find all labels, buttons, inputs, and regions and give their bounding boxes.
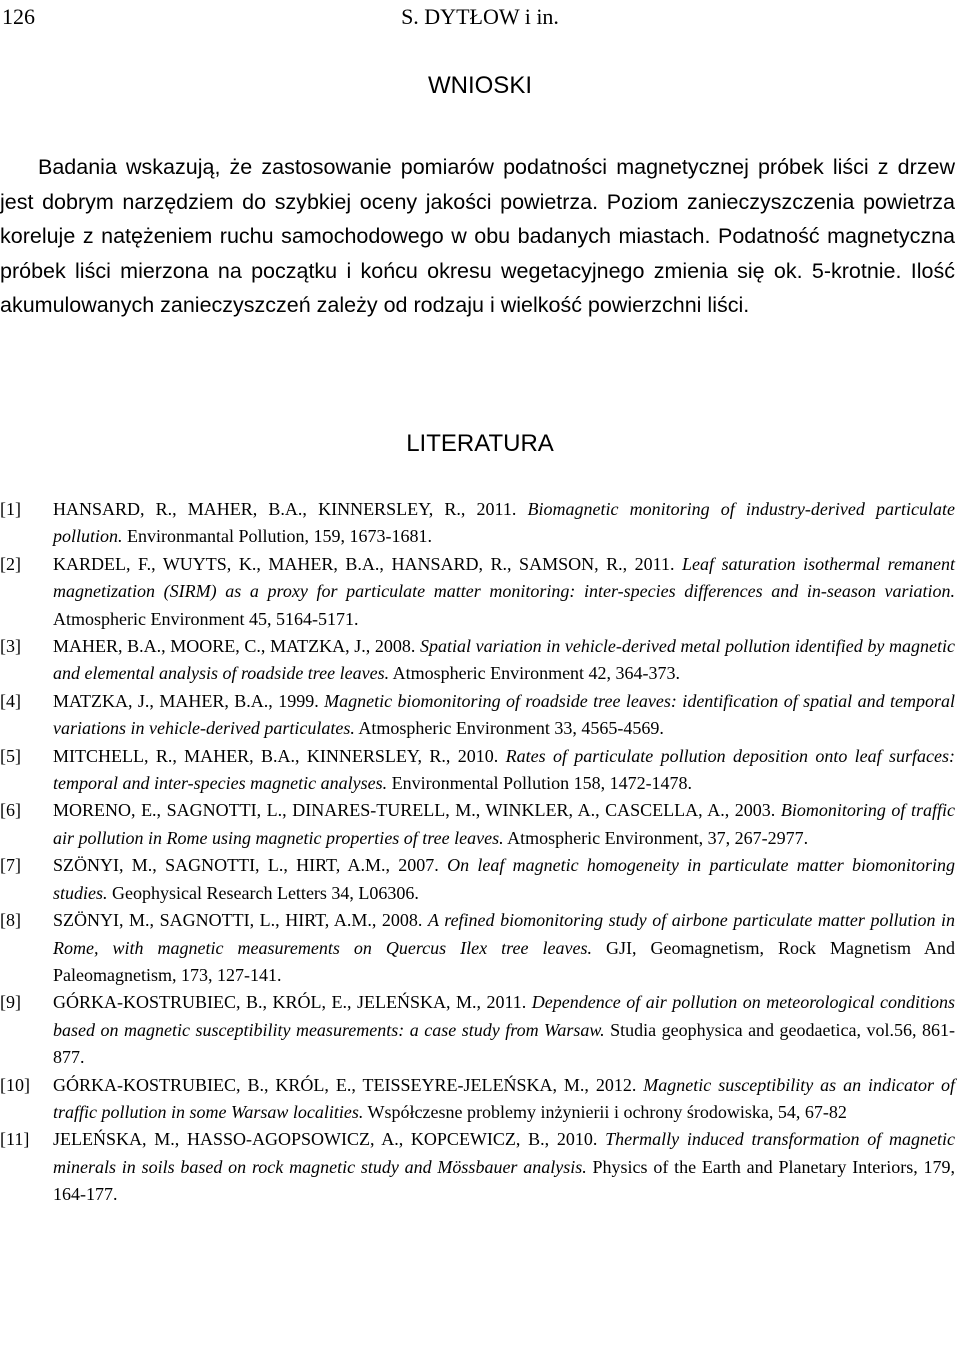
reference-number: [11]	[0, 1129, 30, 1150]
reference-item	[0, 496, 955, 551]
reference-source: Studia geophysica and geodaetica, vol.56, 861-877.	[53, 1019, 955, 1068]
reference-authors: MATZKA, J., MAHER, B.A., 1999.	[53, 690, 325, 711]
reference-authors: KARDEL, F., WUYTS, K., MAHER, B.A., HANSARD, R., SAMSON, R., 2011.	[53, 553, 683, 574]
reference-authors: GÓRKA-KOSTRUBIEC, B., KRÓL, E., TEISSEYRE-JELEŃSKA, M., 2012.	[53, 1074, 644, 1095]
reference-source: Atmospheric Environment, 37, 267-2977.	[503, 827, 809, 848]
reference-number: [6]	[0, 800, 21, 821]
reference-source: Atmospheric Environment 45, 5164-5171.	[53, 608, 359, 629]
reference-authors: SZÖNYI, M., SAGNOTTI, L., HIRT, A.M., 2007.	[53, 855, 448, 876]
reference-number: [8]	[0, 910, 21, 931]
reference-number: [10]	[0, 1074, 30, 1095]
reference-title: Dependence of air pollution on meteorological conditions based on magnetic susceptibility measurements: a case study from Warsaw.	[53, 992, 956, 1040]
reference-list	[0, 496, 955, 1209]
reference-source: Atmospheric Environment 33, 4565-4569.	[354, 718, 664, 739]
reference-number: [9]	[0, 992, 21, 1013]
reference-title: Rates of particulate pollution deposition onto leaf surfaces: temporal and inter-species magnetic analyses.	[53, 745, 955, 794]
reference-source: Współczesne problemy inżynierii i ochrony środowiska, 54, 67-82	[363, 1101, 847, 1122]
reference-item	[0, 551, 955, 633]
reference-authors: SZÖNYI, M., SAGNOTTI, L., HIRT, A.M., 2008.	[53, 910, 428, 931]
reference-item	[0, 1126, 955, 1208]
reference-item	[0, 989, 955, 1071]
reference-item	[0, 633, 955, 688]
reference-source: Physics of the Earth and Planetary Interiors, 179, 164-177.	[53, 1156, 955, 1205]
reference-title: Biomonitoring of traffic air pollution in Rome using magnetic properties of tree leaves.	[53, 800, 955, 848]
reference-source: Atmospheric Environment 42, 364-373.	[389, 663, 681, 684]
reference-item	[0, 907, 955, 989]
reference-number: [1]	[0, 499, 21, 519]
reference-number: [7]	[0, 855, 21, 876]
conclusions-paragraph: Badania wskazują, że zastosowanie pomiarów podatności magnetycznej próbek liści z drzew jest dobrym narzędziem do szybkiej oceny jakości powietrza. Poziom zanieczyszczenia powietrza koreluje z natężeniem ruchu samochodowego w obu badanych miastach. Podatność magnetyczna próbek liści mierzona na początku i końcu okresu wegetacyjnego zmienia się ok. 5-krotnie. Ilość akumulowanych zanieczyszczeń zależy od rodzaju i wielkość powierzchni liści.	[0, 155, 955, 318]
reference-title: A refined biomonitoring study of airbone particulate matter pollution in Rome, with magnetic measurements on Quercus Ilex tree leaves.	[53, 910, 956, 958]
reference-title: Leaf saturation isothermal remanent magnetization (SIRM) as a proxy for particulate matter monitoring: inter-species differences and in-season variation.	[53, 553, 955, 602]
reference-title: Biomagnetic monitoring of industry-derived particulate pollution.	[53, 499, 955, 547]
reference-authors: JELEŃSKA, M., HASSO-AGOPSOWICZ, A., KOPCEWICZ, B., 2010.	[53, 1129, 606, 1150]
reference-authors: MORENO, E., SAGNOTTI, L., DINARES-TURELL, M., WINKLER, A., CASCELLA, A., 2003.	[53, 800, 781, 821]
conclusions-heading: WNIOSKI	[427, 72, 532, 99]
reference-title: Magnetic susceptibility as an indicator of traffic pollution in some Warsaw localities.	[53, 1074, 955, 1122]
reference-number: [5]	[0, 745, 21, 766]
reference-title: Magnetic biomonitoring of roadside tree leaves: identification of spatial and temporal variations in vehicle-derived particulates.	[53, 690, 956, 739]
reference-number: [4]	[0, 690, 21, 711]
running-head	[0, 4, 960, 34]
reference-authors: HANSARD, R., MAHER, B.A., KINNERSLEY, R., 2011.	[53, 499, 528, 519]
reference-source: GJI, Geomagnetism, Rock Magnetism And Paleomagnetism, 173, 127-141.	[53, 937, 955, 985]
reference-item	[0, 688, 955, 743]
reference-number: [2]	[0, 553, 21, 574]
page-number: 126	[2, 4, 35, 29]
references-heading: LITERATURA	[406, 430, 554, 457]
reference-source: Environmantal Pollution, 159, 1673-1681.	[122, 526, 432, 547]
reference-source: Geophysical Research Letters 34, L06306.	[107, 882, 419, 903]
reference-item	[0, 743, 955, 798]
reference-authors: MITCHELL, R., MAHER, B.A., KINNERSLEY, R., 2010.	[53, 745, 506, 766]
reference-item	[0, 1072, 955, 1127]
reference-number: [3]	[0, 636, 21, 657]
reference-item	[0, 797, 955, 852]
reference-item	[0, 852, 955, 907]
reference-title: Thermally induced transformation of magnetic minerals in soils based on rock magnetic study and Mössbauer analysis.	[53, 1129, 955, 1177]
reference-authors: GÓRKA-KOSTRUBIEC, B., KRÓL, E., JELEŃSKA, M., 2011.	[53, 992, 532, 1013]
reference-source: Environmental Pollution 158, 1472-1478.	[387, 773, 693, 794]
reference-title: On leaf magnetic homogeneity in particulate matter biomonitoring studies.	[53, 855, 956, 903]
reference-title: Spatial variation in vehicle-derived metal pollution identified by magnetic and elemental analysis of roadside tree leaves.	[53, 636, 955, 684]
conclusions-section	[0, 150, 955, 323]
running-title: S. DYTŁOW i in.	[401, 4, 559, 29]
reference-authors: MAHER, B.A., MOORE, C., MATZKA, J., 2008.	[53, 636, 420, 657]
